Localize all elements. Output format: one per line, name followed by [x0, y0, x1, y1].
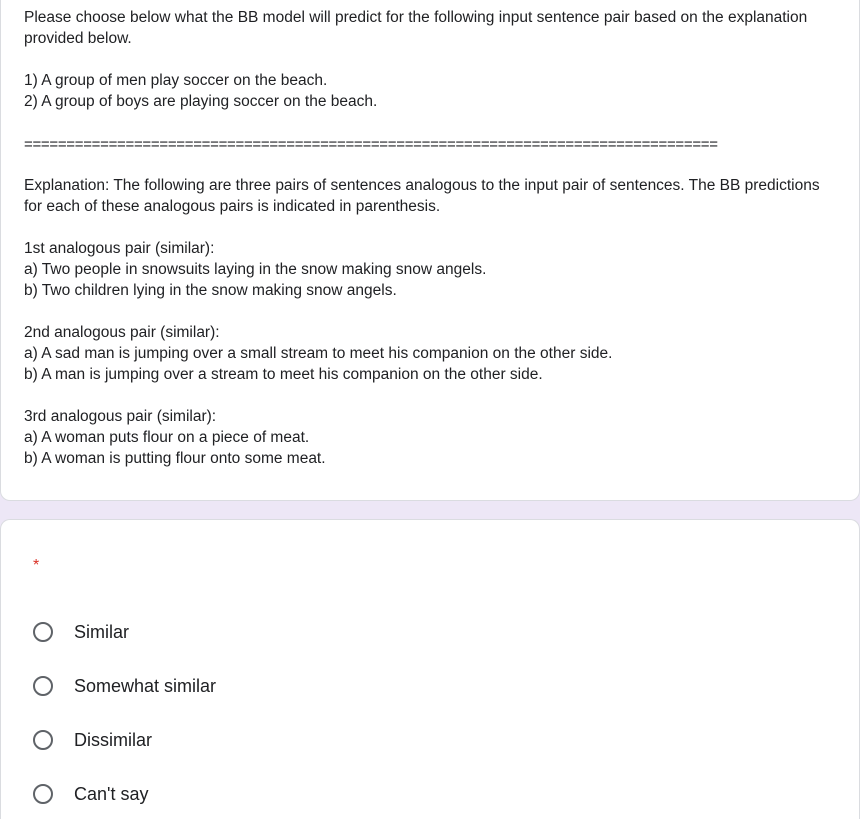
radio-circle-icon[interactable]: [33, 730, 53, 750]
separator-line: ==================================================================================: [24, 139, 718, 151]
intro-text: Please choose below what the BB model will predict for the following input sentence pair based on the explanation provided below.: [24, 9, 812, 47]
pair3-sentence-a: a) A woman puts flour on a piece of meat.: [24, 429, 310, 446]
question-card: [0, 519, 860, 819]
pair1-sentence-a: a) Two people in snowsuits laying in the snow making snow angels.: [24, 261, 487, 278]
option-label: Can't say: [74, 783, 149, 804]
pair3-title: 3rd analogous pair (similar):: [24, 408, 217, 425]
pair2-title: 2nd analogous pair (similar):: [24, 324, 220, 341]
radio-circle-icon[interactable]: [33, 676, 53, 696]
radio-circle-icon[interactable]: [33, 622, 53, 642]
pair3-sentence-b: b) A woman is putting flour onto some meat.: [24, 450, 326, 467]
radio-option-somewhat-similar[interactable]: [33, 672, 216, 700]
pair2-sentence-b: b) A man is jumping over a stream to meet his companion on the other side.: [24, 366, 543, 383]
pair1-title: 1st analogous pair (similar):: [24, 240, 215, 257]
radio-option-cant-say[interactable]: [33, 780, 148, 808]
input-sentence-1: 1) A group of men play soccer on the beach.: [24, 72, 328, 89]
option-label: Dissimilar: [74, 729, 152, 750]
radio-circle-icon[interactable]: [33, 784, 53, 804]
option-label: Somewhat similar: [74, 675, 217, 696]
explanation-text: Explanation: The following are three pairs of sentences analogous to the input pair of sentences. The BB predictions for each of these analogous pairs is indicated in parenthesis.: [24, 177, 824, 215]
pair2-sentence-a: a) A sad man is jumping over a small stream to meet his companion on the other side.: [24, 345, 613, 362]
option-label: Similar: [74, 621, 130, 642]
input-sentence-2: 2) A group of boys are playing soccer on the beach.: [24, 93, 378, 110]
pair1-sentence-b: b) Two children lying in the snow making snow angels.: [24, 282, 397, 299]
required-marker: *: [33, 557, 40, 574]
radio-option-dissimilar[interactable]: [33, 726, 152, 754]
radio-option-similar[interactable]: [33, 618, 129, 646]
